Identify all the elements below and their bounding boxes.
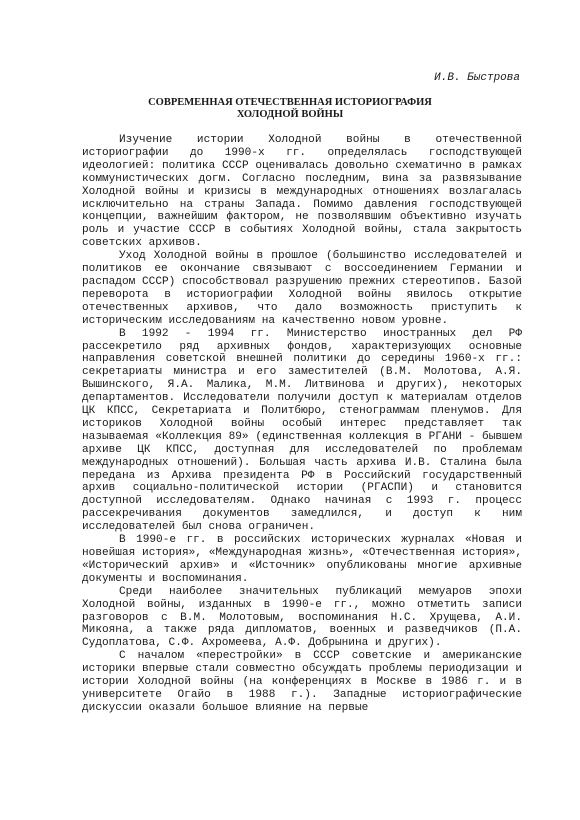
body-paragraph: Изучение истории Холодной войны в отечественной историографии до 1990-х гг. определялась господствующей идеологией: политика СССР оценивалась довольно схематично в рамках коммунистических догм. Согласно последним, вина за развязывание Холодной войны и кризисы в международных отношениях возлагалась исключительно на страны Запада. Помимо давления господствующей концепции, важнейшим фактором, не позволявшим объективно изучать роль и участие СССР в событиях Холодной войны, стала закрытость советских архивов.: [82, 134, 522, 250]
body-paragraph: В 1992 - 1994 гг. Министерство иностранных дел РФ рассекретило ряд архивных фондов, характеризующих основные направления советской внешней политики до середины 1960-х гг.: секретариаты министра и его заместителей (В.М. Молотова, А.Я. Вышинского, Я.А. Малика, М.М. Литвинова и других), некоторых департаментов. Исследователи получили доступ к материалам отделов ЦК КПСС, Секретариата и Политбюро, стенограммам пленумов. Для историков Холодной войны особый интерес представляет так называемая «Коллекция 89» (единственная коллекция в РГАНИ - бывшем архиве ЦК КПСС, доступная для исследователей по проблемам международных отношений). Большая часть архива И.В. Сталина была передана из Архива президента РФ в Российский государственный архив социально-политической истории (РГАСПИ) и становится доступной исследователям. Однако начиная с 1993 г. процесс рассекречивания документов замедлился, и доступ к ним исследователей был снова ограничен.: [82, 327, 522, 534]
body-paragraph: В 1990-е гг. в российских исторических журналах «Новая и новейшая история», «Международная жизнь», «Отечественная история», «Исторический архив» и «Источник» опубликованы многие архивные документы и воспоминания.: [82, 534, 522, 585]
body-paragraph: С началом «перестройки» в СССР советские и американские историки впервые стали совместно обсуждать проблемы периодизации и истории Холодной войны (на конференциях в Москве в 1986 г. и в университете Огайо в 1988 г.). Западные историографические дискуссии оказали большое влияние на первые: [82, 650, 522, 714]
article-body: [82, 134, 522, 715]
author-name: И.В. Быстрова: [434, 72, 520, 84]
article-title: [0, 97, 580, 121]
article-title-line-2: ХОЛОДНОЙ ВОЙНЫ: [236, 109, 344, 120]
article-title-line-1: СОВРЕМЕННАЯ ОТЕЧЕСТВЕННАЯ ИСТОРИОГРАФИЯ: [148, 97, 432, 108]
body-paragraph: Уход Холодной войны в прошлое (большинство исследователей и политиков ее окончание связывают с воссоединением Германии и распадом СССР) способствовал разрушению прежних стереотипов. Базой переворота в историографии Холодной войны явилось открытие отечественных архивов, что дало возможность приступить к историческим исследованиям на качественно новом уровне.: [82, 250, 522, 327]
body-paragraph: Среди наиболее значительных публикаций мемуаров эпохи Холодной войны, изданных в 1990-е гг., можно отметить записи разговоров с В.М. Молотовым, воспоминания Н.С. Хрущева, А.И. Микояна, а также ряда дипломатов, военных и разведчиков (П.А. Судоплатова, С.Ф. Ахромеева, А.Ф. Добрынина и других).: [82, 585, 522, 650]
